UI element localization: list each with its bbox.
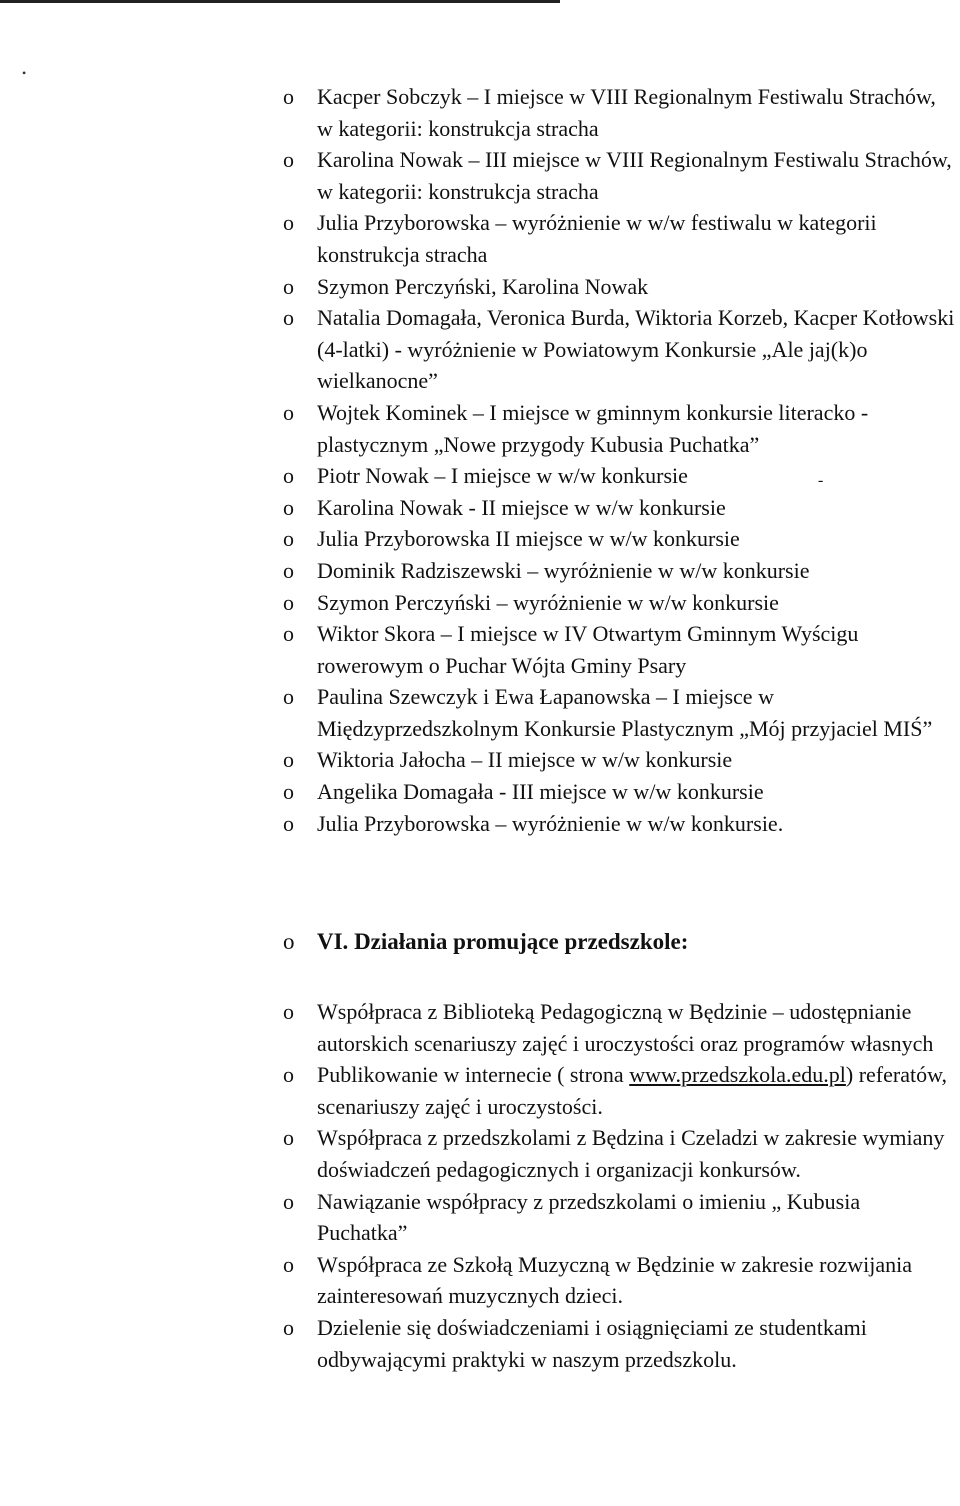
section-title: Działania promujące przedszkole: xyxy=(354,929,689,954)
list-item-text: Wiktor Skora – I miejsce w IV Otwartym Gminnym Wyścigu rowerowym o Puchar Wójta Gminy Psary xyxy=(317,621,859,678)
list-item-text: Publikowanie w internecie ( strona xyxy=(317,1062,630,1088)
bullet-circle-icon: o xyxy=(283,494,294,520)
bullet-circle-icon: o xyxy=(283,1314,294,1340)
list-item xyxy=(283,1059,955,1122)
scan-artifact-dot: • xyxy=(22,66,27,80)
list-item xyxy=(283,1312,955,1375)
bullet-circle-icon: o xyxy=(283,463,294,489)
list-item-text: Karolina Nowak – III miejsce w VIII Regionalnym Festiwalu Strachów, w kategorii: konstrukcja stracha xyxy=(317,147,952,204)
list-item xyxy=(283,460,955,492)
list-item-text: Współpraca z Biblioteką Pedagogiczną w Będzinie – udostępnianie autorskich scenariuszy zajęć i uroczystości oraz programów własnych xyxy=(317,999,934,1056)
bullet-circle-icon: o xyxy=(283,810,294,836)
bullet-circle-icon: o xyxy=(283,273,294,299)
list-item-text: Wiktoria Jałocha – II miejsce w w/w konkursie xyxy=(317,747,733,773)
list-item-text: Julia Przyborowska – wyróżnienie w w/w konkursie. xyxy=(317,810,784,836)
bullet-circle-icon: o xyxy=(283,557,294,583)
bullet-circle-icon: o xyxy=(283,1251,294,1277)
bullet-circle-icon: o xyxy=(283,84,294,109)
bullet-circle-icon: o xyxy=(283,747,294,773)
list-item-text: Natalia Domagała, Veronica Burda, Wiktoria Korzeb, Kacper Kotłowski (4-latki) - wyróżnienie w Powiatowym Konkursie „Ale jaj(k)o wielkanocne” xyxy=(317,305,955,394)
list-item-text: Dzielenie się doświadczeniami i osiągnięciami ze studentkami odbywającymi praktyki w naszym przedszkolu. xyxy=(317,1314,867,1372)
list-item-text: Julia Przyborowska II miejsce w w/w konkursie xyxy=(317,526,740,552)
bullet-circle-icon: o xyxy=(283,526,294,552)
list-item xyxy=(283,744,955,776)
list-item-text: Julia Przyborowska – wyróżnienie w w/w festiwalu w kategorii konstrukcja stracha xyxy=(317,210,877,267)
website-link[interactable]: www.przedszkola.edu.pl xyxy=(629,1062,846,1088)
list-item-text: Współpraca ze Szkołą Muzyczną w Będzinie w zakresie rozwijania zainteresowań muzycznych dzieci. xyxy=(317,1251,912,1309)
list-item-text: Szymon Perczyński – wyróżnienie w w/w konkursie xyxy=(317,589,779,615)
section-number: VI. xyxy=(317,929,349,954)
bullet-circle-icon: o xyxy=(283,1125,294,1151)
bullet-circle-icon: o xyxy=(283,399,294,425)
list-item xyxy=(283,144,955,207)
bullet-circle-icon: o xyxy=(283,779,294,805)
list-item xyxy=(283,207,955,270)
list-item xyxy=(283,302,955,397)
bullet-circle-icon: o xyxy=(283,929,295,954)
list-item-text-continued: ) referatów, scenariuszy zajęć i uroczystości. xyxy=(317,1062,948,1119)
list-item xyxy=(283,808,955,840)
list-item-text: Karolina Nowak - II miejsce w w/w konkursie xyxy=(317,494,726,520)
list-item xyxy=(283,776,955,808)
list-item xyxy=(283,1122,955,1185)
list-item xyxy=(283,271,955,303)
list-item-text: Dominik Radziszewski – wyróżnienie w w/w konkursie xyxy=(317,557,810,583)
list-item xyxy=(283,81,955,144)
list-item xyxy=(283,397,955,460)
bullet-circle-icon: o xyxy=(283,589,294,615)
list-item-text: Wojtek Kominek – I miejsce w gminnym konkursie literacko - plastycznym „Nowe przygody Kubusia Puchatka” xyxy=(317,399,869,457)
list-item xyxy=(283,618,955,681)
bullet-circle-icon: o xyxy=(283,1062,294,1088)
scan-top-rule xyxy=(0,0,560,3)
scan-artifact-dash: - xyxy=(818,472,824,489)
list-item xyxy=(283,523,955,555)
list-item xyxy=(283,1249,955,1312)
list-item xyxy=(283,587,955,619)
list-item xyxy=(283,555,955,587)
list-item xyxy=(283,492,955,524)
list-item xyxy=(283,996,955,1059)
bullet-circle-icon: o xyxy=(283,621,294,647)
list-item-text: Kacper Sobczyk – I miejsce w VIII Regionalnym Festiwalu Strachów, w kategorii: konstrukcja stracha xyxy=(317,84,936,141)
bullet-circle-icon: o xyxy=(283,147,294,173)
section-heading xyxy=(283,926,688,958)
bullet-circle-icon: o xyxy=(283,210,294,236)
list-item-text: Angelika Domagała - III miejsce w w/w konkursie xyxy=(317,779,764,805)
bullet-circle-icon: o xyxy=(283,999,294,1024)
bullet-circle-icon: o xyxy=(283,1188,294,1214)
list-item-text: Szymon Perczyński, Karolina Nowak xyxy=(317,273,649,299)
bullet-circle-icon: o xyxy=(283,684,294,710)
list-item-text: Współpraca z przedszkolami z Będzina i Czeladzi w zakresie wymiany doświadczeń pedagogicznych i organizacji konkursów. xyxy=(317,1125,945,1182)
list-item-text: Paulina Szewczyk i Ewa Łapanowska – I miejsce w Międzyprzedszkolnym Konkursie Plastycznym „Mój przyjaciel MIŚ” xyxy=(317,684,933,741)
list-item-text: Piotr Nowak – I miejsce w w/w konkursie xyxy=(317,463,688,489)
list-item-text: Nawiązanie współpracy z przedszkolami o imieniu „ Kubusia Puchatka” xyxy=(317,1188,861,1246)
list-item xyxy=(283,681,955,744)
achievements-list xyxy=(283,81,955,839)
promotion-list xyxy=(283,996,955,1375)
bullet-circle-icon: o xyxy=(283,305,294,331)
list-item xyxy=(283,1186,955,1249)
